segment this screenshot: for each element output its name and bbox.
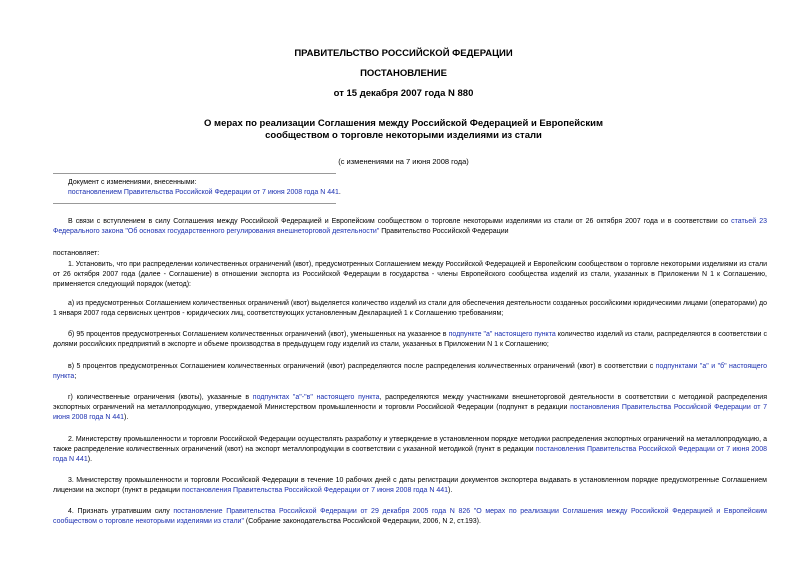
- preamble-text-a: В связи с вступлением в силу Соглашения между Российской Федерацией и Европейским сообществом о торговле некоторыми изделиями из стали от 26 октября 2007 года и в соответствии со: [68, 218, 732, 225]
- item-1a-text: а) из предусмотренных Соглашением количественных ограничений (квот) выделяется количество изделий из стали для обеспечения деятельности созданных российскими юридическими лицами (операторами) до 1 января 2007 года сервисных центров - юридических лиц, соответствующих установленным Декларацией 1 к Соглашению требованиям;: [53, 300, 767, 318]
- amendments-end: .: [338, 189, 341, 196]
- subparagraphs-ab-link[interactable]: подпунктами "а" и "б" настоящего пункта: [53, 363, 767, 381]
- paragraph-item-1g: [53, 393, 767, 424]
- divider-top: [53, 173, 336, 174]
- item-2-text-b: ).: [87, 456, 93, 464]
- edition-note: (с изменениями на 7 июня 2008 года): [338, 157, 469, 166]
- amendments-label: Документ с изменениями, внесенными:: [68, 179, 197, 186]
- repealed-resolution-link[interactable]: постановление Правительства Российской Федерации от 29 декабря 2005 года N 826 "О мерах по реализации Соглашения между Российской Федерацией и Европейским сообществом о торговле некоторыми изделиями из стали": [53, 508, 767, 526]
- item-3-text-a: 3. Министерству промышленности и торговли Российской Федерации в течение 10 рабочих дней с даты регистрации документов экспортера выдавать в установленном порядке предусмотренные Соглашением лицензии на экспорт (пункт в редакции: [53, 477, 767, 495]
- item-1g-text-c: ).: [124, 414, 129, 422]
- document-date: от 15 декабря 2007 года N 880: [333, 88, 474, 99]
- item-1g-text-b: , распределяются между участниками внешнеторговой деятельности в соответствии с методикой распределения экспортных ограничений на металлопродукцию, утверждаемой Министерством промышленности и торговли Российской Федерации (подпункт в редакции: [53, 394, 767, 412]
- federal-law-link[interactable]: статьей 23 Федерального закона "Об основах государственного регулирования внешнеторговой деятельности": [53, 218, 767, 236]
- paragraph-item-1v: [53, 362, 767, 382]
- item-1b-text-a: б) 95 процентов предусмотренных Соглашением количественных ограничений (квот), уменьшенных на указанное в: [68, 331, 449, 338]
- paragraph-resolves: постановляет:: [53, 250, 100, 257]
- edition-link-3[interactable]: постановления Правительства Российской Федерации от 7 июня 2008 года N 441: [182, 487, 449, 495]
- amendment-link[interactable]: постановлением Правительства Российской Федерации от 7 июня 2008 года N 441: [68, 189, 339, 196]
- paragraph-item-1b: [53, 330, 767, 350]
- document-title: О мерах по реализации Соглашения между Российской Федерацией и Европейским сообществом о торговле некоторыми изделиями из стали: [204, 118, 603, 141]
- paragraph-item-2: [53, 435, 767, 466]
- paragraph-item-4: [53, 507, 767, 527]
- item-1v-text-a: в) 5 процентов предусмотренных Соглашением количественных ограничений (квот) распределяются после распределения количественных ограничений (квот) в соответствии с: [68, 363, 656, 370]
- item-2-text-a: 2. Министерству промышленности и торговли Российской Федерации осуществлять разработку и утверждение в установленном порядке методики распределения экспортных ограничений на металлопродукцию, а также распределение количественных ограничений (квот) на экспорт металлопродукции в соответствии с указанной методикой (пункт в редакции: [53, 436, 767, 454]
- amendments-line: [68, 189, 341, 196]
- preamble-text-b: Правительство Российской Федерации: [379, 228, 509, 236]
- item-1g-text-a: г) количественные ограничения (квоты), указанные в: [68, 394, 253, 401]
- item-3-text-b: ).: [448, 487, 453, 495]
- edition-link-1g[interactable]: постановления Правительства Российской Федерации от 7 июня 2008 года N 441: [53, 404, 768, 422]
- paragraph-item-3: [53, 476, 767, 496]
- government-name: ПРАВИТЕЛЬСТВО РОССИЙСКОЙ ФЕДЕРАЦИИ: [294, 48, 513, 59]
- document-type: ПОСТАНОВЛЕНИЕ: [360, 68, 447, 79]
- subparagraphs-av-link[interactable]: подпунктах "а"-"в" настоящего пункта: [252, 394, 380, 401]
- item-4-text-a: 4. Признать утратившим силу: [68, 508, 174, 515]
- edition-link-2[interactable]: постановления Правительства Российской Федерации от 7 июня 2008 года N 441: [53, 446, 767, 464]
- item-4-text-b: (Собрание законодательства Российской Федерации, 2006, N 2, ст.193).: [243, 518, 481, 526]
- divider-bottom: [53, 203, 336, 204]
- paragraph-item-1: [53, 260, 767, 291]
- paragraph-preamble: [53, 217, 767, 237]
- subparagraph-a-link[interactable]: подпункте "а" настоящего пункта: [448, 331, 556, 338]
- item-1v-text-b: ;: [74, 373, 77, 381]
- paragraph-item-1a: [53, 299, 767, 319]
- item-1b-text-b: количество изделий из стали, распределяются в соответствии с долями российских предприятий в экспорте и объеме производства в предыдущем году изделий из стали, указанных в Приложении N 1 к Соглашению;: [53, 331, 768, 349]
- item-1-text: 1. Установить, что при распределении количественных ограничений (квот), предусмотренных Соглашением между Российской Федерацией и Европейским сообществом о торговле некоторыми изделиями из стали от 26 октября 2007 года (далее - Соглашение) в отношении экспорта из Российской Федерации в государства - члены Европейского сообщества изделий из стали, указанных в Приложении N 1 к Соглашению, применяется следующий порядок (метод):: [53, 261, 767, 289]
